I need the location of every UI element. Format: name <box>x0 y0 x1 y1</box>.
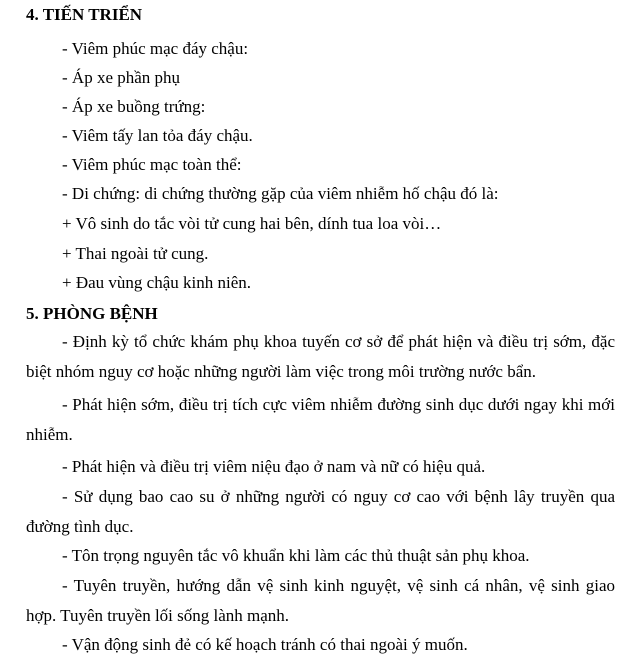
list-item: + Vô sinh do tắc vòi tử cung hai bên, dính tua loa vòi… <box>62 214 442 233</box>
paragraph: - Tuyên truyền, hướng dẫn vệ sinh kinh nguyệt, vệ sinh cá nhân, vệ sinh giao hợp. Tuyên truyền lối sống lành mạnh. <box>26 576 615 625</box>
section-5-heading: 5. PHÒNG BỆNH <box>26 304 158 323</box>
list-item: + Đau vùng chậu kinh niên. <box>62 273 251 292</box>
list-item: - Áp xe phần phụ <box>62 68 181 87</box>
paragraph: - Vận động sinh đẻ có kế hoạch tránh có thai ngoài ý muốn. <box>62 635 468 654</box>
paragraph: - Sử dụng bao cao su ở những người có nguy cơ cao với bệnh lây truyền qua đường tình dục. <box>26 487 615 536</box>
list-item: - Di chứng: di chứng thường gặp của viêm nhiễm hố chậu đó là: <box>62 184 499 203</box>
paragraph: - Tôn trọng nguyên tắc vô khuẩn khi làm các thủ thuật sản phụ khoa. <box>62 546 530 565</box>
list-item: - Viêm phúc mạc toàn thể: <box>62 155 242 174</box>
section-4-heading: 4. TIẾN TRIỂN <box>26 5 143 24</box>
paragraph: - Phát hiện và điều trị viêm niệu đạo ở nam và nữ có hiệu quả. <box>62 457 486 476</box>
list-item: - Áp xe buồng trứng: <box>62 97 206 116</box>
paragraph: - Phát hiện sớm, điều trị tích cực viêm nhiễm đường sinh dục dưới ngay khi mới nhiễm. <box>26 395 615 444</box>
list-item: + Thai ngoài tử cung. <box>62 244 209 263</box>
list-item: - Viêm phúc mạc đáy chậu: <box>62 39 249 58</box>
list-item: - Viêm tấy lan tỏa đáy chậu. <box>62 126 253 145</box>
paragraph: - Định kỳ tổ chức khám phụ khoa tuyến cơ sở để phát hiện và điều trị sớm, đặc biệt nhóm nguy cơ hoặc những người làm việc trong môi trường nước bẩn. <box>26 332 615 381</box>
